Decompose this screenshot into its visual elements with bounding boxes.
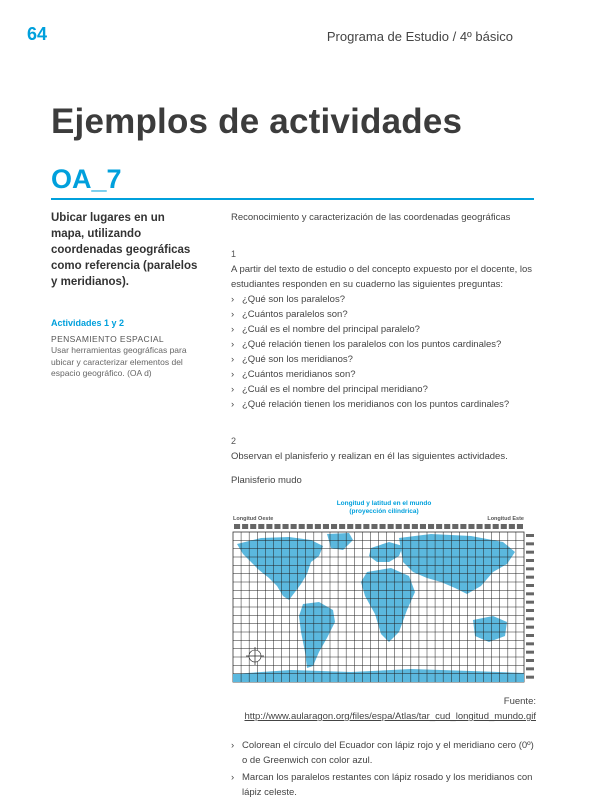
activity-1-intro: A partir del texto de estudio o del concepto expuesto por el docente, los estudiantes responden en su cuaderno las siguientes preguntas:	[231, 264, 533, 290]
scale-tick	[493, 524, 499, 529]
source-link[interactable]: http://www.aularagon.org/files/espa/Atlas/tar_cud_longitud_mundo.gif	[244, 711, 536, 722]
scale-tick	[234, 524, 240, 529]
source-prefix: Fuente:	[503, 696, 536, 707]
scale-tick	[526, 659, 534, 662]
scale-tick	[526, 542, 534, 545]
scale-tick	[526, 551, 534, 554]
oa-divider	[51, 198, 534, 200]
scale-tick	[517, 524, 523, 529]
question-item: › ¿Qué relación tienen los meridianos con los puntos cardinales?	[231, 397, 536, 412]
question-item: › ¿Qué son los meridianos?	[231, 352, 536, 367]
page-number: 64	[27, 24, 48, 44]
activity-1-number: 1	[231, 249, 237, 259]
question-item: › ¿Cuántos meridianos son?	[231, 367, 536, 382]
running-head: Programa de Estudio / 4º básico	[326, 29, 513, 44]
scale-tick	[501, 524, 507, 529]
scale-tick	[355, 524, 361, 529]
activity-2-number: 2	[231, 436, 237, 446]
west-label: Longitud Oeste	[233, 516, 274, 522]
scale-tick	[452, 524, 458, 529]
scale-tick	[283, 524, 289, 529]
degree-scale-right	[526, 534, 534, 679]
map-subtitle: (proyección cilíndrica)	[349, 508, 419, 515]
scale-tick	[315, 524, 321, 529]
activities-content	[231, 210, 536, 802]
scale-tick	[526, 601, 534, 604]
scale-tick	[331, 524, 337, 529]
scale-tick	[307, 524, 313, 529]
scale-tick	[526, 676, 534, 679]
activity-1-questions	[231, 292, 536, 412]
scale-tick	[526, 651, 534, 654]
scale-tick	[526, 667, 534, 670]
page-title: Ejemplos de actividades	[51, 102, 463, 141]
scale-tick	[526, 634, 534, 637]
map-title: Longitud y latitud en el mundo	[336, 500, 432, 507]
scale-tick	[420, 524, 426, 529]
scale-tick	[468, 524, 474, 529]
scale-tick	[526, 626, 534, 629]
scale-tick	[339, 524, 345, 529]
scale-tick	[412, 524, 418, 529]
map-label: Planisferio mudo	[231, 475, 302, 486]
skill-text: Usar herramientas geográficas para ubicar y caracterizar elementos del espacio geográfico. (OA d)	[51, 345, 187, 378]
scale-tick	[526, 567, 534, 570]
map-source	[231, 694, 536, 724]
question-item: › ¿Qué son los paralelos?	[231, 292, 536, 307]
question-item: › ¿Cuál es el nombre del principal paralelo?	[231, 322, 536, 337]
scale-tick	[323, 524, 329, 529]
degree-scale-top	[234, 524, 523, 529]
scale-tick	[526, 534, 534, 537]
activities-label: Actividades 1 y 2	[51, 318, 125, 328]
scale-tick	[299, 524, 305, 529]
question-item: › ¿Qué relación tienen los paralelos con los puntos cardinales?	[231, 337, 536, 352]
scale-tick	[444, 524, 450, 529]
world-map	[231, 492, 536, 688]
skill-title: PENSAMIENTO ESPACIAL	[51, 334, 165, 344]
objective-text: Ubicar lugares en un mapa, utilizando coordenadas geográficas como referencia (paralelos y meridianos).	[51, 212, 198, 288]
scale-tick	[526, 609, 534, 612]
scale-tick	[526, 642, 534, 645]
scale-tick	[242, 524, 248, 529]
task-item: › Colorean el círculo del Ecuador con lápiz rojo y el meridiano cero (0º) o de Greenwich con color azul.	[231, 738, 536, 768]
world-map-figure	[231, 492, 536, 688]
scale-tick	[258, 524, 264, 529]
scale-tick	[526, 584, 534, 587]
scale-tick	[250, 524, 256, 529]
scale-tick	[485, 524, 491, 529]
question-item: › ¿Cuál es el nombre del principal meridiano?	[231, 382, 536, 397]
scale-tick	[477, 524, 483, 529]
scale-tick	[428, 524, 434, 529]
scale-tick	[526, 592, 534, 595]
scale-tick	[509, 524, 515, 529]
section-lead: Reconocimiento y caracterización de las coordenadas geográficas	[231, 212, 511, 223]
scale-tick	[291, 524, 297, 529]
scale-tick	[371, 524, 377, 529]
scale-tick	[266, 524, 272, 529]
activity-2-intro: Observan el planisferio y realizan en él las siguientes actividades.	[231, 451, 508, 462]
scale-tick	[526, 576, 534, 579]
scale-tick	[526, 559, 534, 562]
activity-2-tasks	[231, 738, 536, 800]
task-item: › Marcan los paralelos restantes con lápiz rosado y los meridianos con lápiz celeste.	[231, 770, 536, 800]
oa-code: OA_7	[51, 164, 122, 194]
scale-tick	[460, 524, 466, 529]
scale-tick	[404, 524, 410, 529]
scale-tick	[363, 524, 369, 529]
scale-tick	[274, 524, 280, 529]
scale-tick	[526, 617, 534, 620]
scale-tick	[380, 524, 386, 529]
scale-tick	[347, 524, 353, 529]
scale-tick	[396, 524, 402, 529]
east-label: Longitud Este	[487, 516, 524, 522]
scale-tick	[388, 524, 394, 529]
objective-sidebar	[51, 210, 201, 380]
scale-tick	[436, 524, 442, 529]
question-item: › ¿Cuántos paralelos son?	[231, 307, 536, 322]
